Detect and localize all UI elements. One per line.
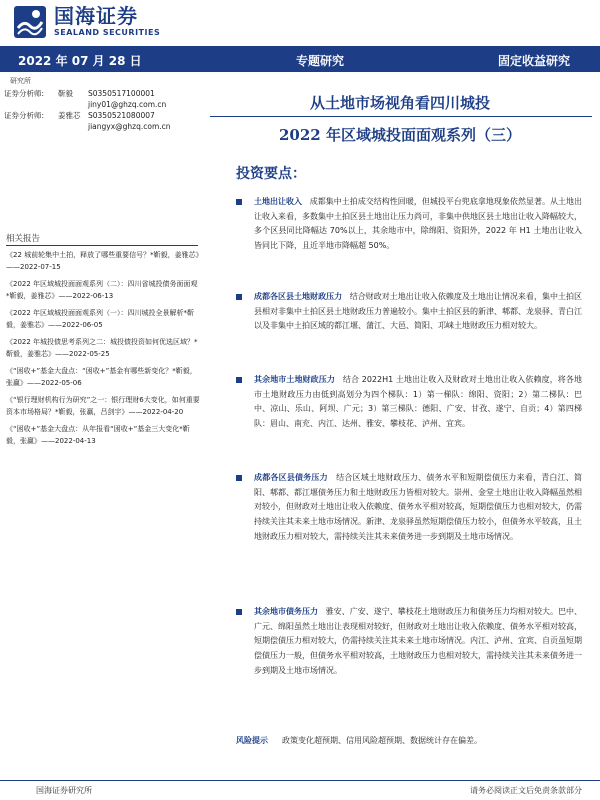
key-point-text: 结合财政对土地出让收入依赖度及土地出让情况来看，集中土拍区县相对非集中土拍区县土地财政压力普遍较小。集中土拍区县的新津、郫都、龙泉驿、青白江以及非集中土拍区域的都江堰、蒲江、大邑、简阳、邛崃土地财政压力相对较大。 xyxy=(254,292,582,331)
risk-label: 风险提示 xyxy=(236,736,268,745)
key-point xyxy=(236,605,582,679)
footer-institute: 国海证券研究所 xyxy=(36,786,92,795)
analyst-role: 证券分析师: xyxy=(4,89,45,98)
key-point-label: 成都各区县债务压力 xyxy=(254,473,328,482)
analyst-email-row xyxy=(4,99,171,110)
analyst-name: 靳毅 xyxy=(58,89,73,98)
related-report-item[interactable]: 《2022 年城投债思考系列之二：城投债投资如何优选区域？*靳毅，姜雅芯》——2022-05-25 xyxy=(6,338,198,358)
key-point xyxy=(236,471,582,545)
key-point-text: 成都集中土拍成交结构性回暖，但城投平台兜底拿地现象依然显著。从土地出让收入来看，多数集中土拍区县土地出让压力尚可，非集中供地区县土地出让收入降幅较大，多个区县同比降幅达 70%以上，其余地市中，除绵阳、资阳外，2022 年 H1 土地出让收入皆同比下降，且近半地市降幅超 50%。 xyxy=(254,197,582,251)
risk-warning xyxy=(236,735,482,746)
analyst-row xyxy=(4,88,171,99)
report-category: 专题研究 xyxy=(296,54,345,68)
title-divider xyxy=(210,116,592,117)
key-point-label: 其余地市债务压力 xyxy=(254,607,319,616)
key-point-label: 成都各区县土地财政压力 xyxy=(254,292,343,301)
analyst-email[interactable]: jiny01@ghzq.com.cn xyxy=(88,100,167,109)
header-bar xyxy=(0,46,600,72)
related-divider xyxy=(6,245,198,246)
report-title: 从土地市场视角看四川城投 xyxy=(309,94,490,112)
bullet-square-icon xyxy=(236,294,242,300)
footer-disclaimer: 请务必阅读正文后免责条款部分 xyxy=(470,786,582,795)
sealand-logo-icon xyxy=(12,4,48,40)
key-point xyxy=(236,195,582,254)
section-title: 投资要点： xyxy=(236,166,306,182)
bullet-square-icon xyxy=(236,475,242,481)
related-report-item[interactable]: 《2022 年区域城投面面观系列（一）：四川城投全景解析*靳毅，姜雅芯》——2022-06-05 xyxy=(6,309,195,329)
bullet-square-icon xyxy=(236,377,242,383)
footer-divider xyxy=(0,780,600,781)
bullet-square-icon xyxy=(236,609,242,615)
analyst-list xyxy=(4,88,171,132)
related-reports-title: 相关报告 xyxy=(6,234,41,244)
report-date: 2022 年 07 月 28 日 xyxy=(18,54,142,68)
risk-text: 政策变化超预期、信用风险超预期、数据统计存在偏差。 xyxy=(282,736,482,745)
related-report-item[interactable]: 《“银行理财机构行为研究”之一：银行理财6大变化，如何重要资本市场格局？*靳毅，张赢，吕剑宇》——2022-04-20 xyxy=(6,396,200,416)
key-point-label: 其余地市土地财政压力 xyxy=(254,375,335,384)
related-report-item[interactable]: 《22 城前轮集中土拍，释放了哪些重要信号？*靳毅，姜雅芯》——2022-07-15 xyxy=(6,251,200,271)
logo-en-text: SEALAND SECURITIES xyxy=(54,28,161,37)
bullet-square-icon xyxy=(236,199,242,205)
analyst-name: 姜雅芯 xyxy=(58,111,81,120)
key-point-label: 土地出让收入 xyxy=(254,197,303,206)
key-point xyxy=(236,373,582,432)
logo-cn-text: 国海证券 xyxy=(54,4,138,28)
company-logo xyxy=(12,4,160,40)
key-point-text: 雅安、广安、遂宁、攀枝花土地财政压力和债务压力均相对较大。巴中、广元、绵阳虽然土地出让表现相对较好，但财政对土地出让收入依赖度、债务水平相对较高，短期偿债压力相对较大，仍需持续关注其未来土地市场情况。内江、泸州、宜宾、自贡虽短期偿债压力一般，但债务水平相对较高，土地财政压力也相对较大，需持续关注其未来债务进一步到期及土地市场情况。 xyxy=(254,607,582,675)
analyst-row xyxy=(4,110,171,121)
institute-label: 研究所 xyxy=(10,77,31,85)
analyst-role: 证券分析师: xyxy=(4,111,45,120)
related-report-item[interactable]: 《“困收+”基金大盘点：“困收+”基金有哪些新变化？*靳毅，张赢》——2022-05-06 xyxy=(6,367,197,387)
analyst-cert: S0350521080007 xyxy=(88,111,155,120)
related-report-item[interactable]: 《2022 年区域城投面面观系列（二）：四川省城投债务面面观*靳毅，姜雅芯》——2022-06-13 xyxy=(6,280,198,300)
analyst-email[interactable]: jiangyx@ghzq.com.cn xyxy=(88,122,171,131)
analyst-email-row xyxy=(4,121,171,132)
analyst-cert: S0350517100001 xyxy=(88,89,155,98)
related-reports-list xyxy=(6,250,200,453)
related-report-item[interactable]: 《“困收+”基金大盘点：从年报看“困收+”基金三大变化*靳毅，张赢》——2022-04-13 xyxy=(6,425,190,445)
key-point-text: 结合区域土地财政压力、债务水平和短期偿债压力来看，青白江、简阳、郫都、都江堰债务压力和土地财政压力皆相对较大。崇州、金堂土地出让收入降幅虽然相对较小，但财政对土地出让收入依赖度、债务水平相对较高，短期偿债压力也相对较大，仍需持续关注其未来土地市场情况。新津、龙泉驿虽然短期偿债压力较小，但债务水平较高，且土地财政压力相对较大，需持续关注其未来债务进一步到期及土地市场情况。 xyxy=(254,473,583,541)
report-type: 固定收益研究 xyxy=(498,54,571,68)
key-point xyxy=(236,290,582,334)
report-subtitle: 2022 年区域城投面面观系列（三） xyxy=(279,126,521,144)
key-point-text: 结合 2022H1 土地出让收入及财政对土地出让收入依赖度，将各地市土地财政压力由低到高划分为四个梯队：1）第一梯队：绵阳、资阳；2）第二梯队：巴中、凉山、乐山、阿坝、广元；3）第三梯队：德阳、广安、甘孜、遂宁、自贡；4）第四梯队：眉山、南充、内江、达州、雅安、攀枝花、泸州、宜宾。 xyxy=(254,375,582,429)
